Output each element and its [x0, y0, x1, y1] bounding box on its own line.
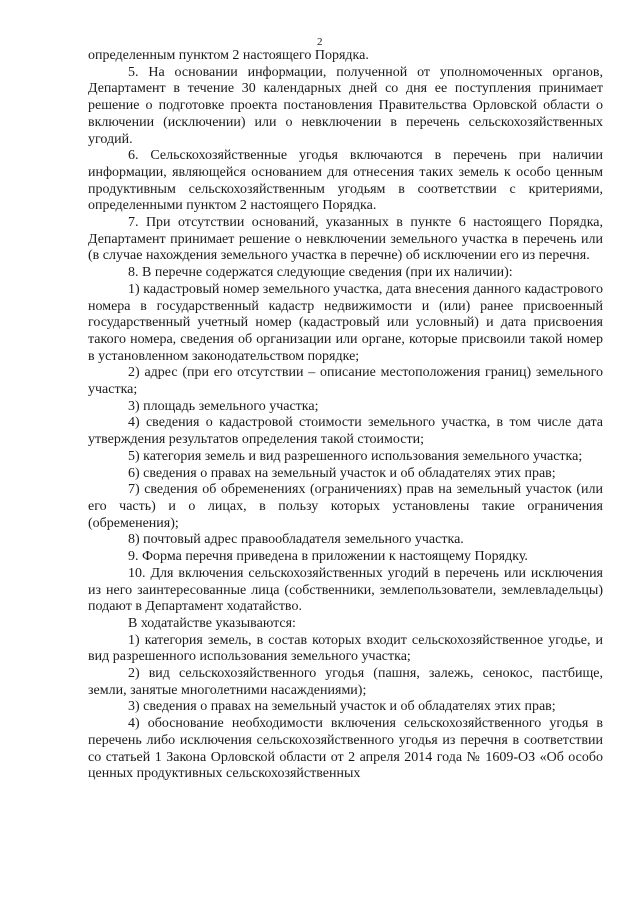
paragraph-item-8: 8. В перечне содержатся следующие сведения (при их наличии): [128, 265, 513, 281]
paragraph-item-10: 10. Для включения сельскохозяйственных угодий в перечень или исключения из него заинтересованные лица (собственники, землепользователи, землевладельцы) подают в Департамент ходатайство. [88, 565, 603, 615]
petition-item-3: 3) сведения о правах на земельный участок и об обладателях этих прав; [128, 699, 556, 715]
list-item-8-8: 8) почтовый адрес правообладателя земельного участка. [128, 532, 464, 548]
list-item-8-2: 2) адрес (при его отсутствии – описание местоположения границ) земельного участка; [88, 365, 603, 398]
list-item-8-1: 1) кадастровый номер земельного участка, дата внесения данного кадастрового номера в государственный кадастр недвижимости и (или) ранее присвоенный государственный учетный номер (кадастровый или условный) и дата присвоения такого номера, сведения об организации или органе, которые присвоили такой номер в установленном законодательством порядке; [88, 281, 603, 364]
paragraph-item-5: 5. На основании информации, полученной от уполномоченных органов, Департамент в течение 30 календарных дней со дня ее поступления принимает решение о подготовке проекта постановления Правительства Орловской области о включении (исключении) или о невключении в перечень сельскохозяйственных угодий. [88, 64, 603, 147]
petition-item-2: 2) вид сельскохозяйственного угодья (пашня, залежь, сенокос, пастбище, земли, занятые многолетними насаждениями); [88, 666, 603, 698]
list-item-8-5: 5) категория земель и вид разрешенного использования земельного участка; [128, 448, 583, 464]
page-number: 2 [317, 36, 323, 48]
paragraph-item-7: 7. При отсутствии оснований, указанных в пункте 6 настоящего Порядка, Департамент принимает решение о невключении земельного участка в перечень или (в случае нахождения земельного участка в перечне) об исключении его из перечня. [88, 215, 603, 264]
petition-intro: В ходатайстве указываются: [128, 615, 296, 631]
paragraph-item-9: 9. Форма перечня приведена в приложении к настоящему Порядку. [128, 549, 528, 565]
paragraph-continuation: определенным пунктом 2 настоящего Порядка. [88, 48, 369, 63]
list-item-8-4: 4) сведения о кадастровой стоимости земельного участка, в том числе дата утверждения результатов определения такой стоимости; [88, 415, 603, 448]
list-item-8-3: 3) площадь земельного участка; [128, 398, 319, 414]
paragraph-item-6: 6. Сельскохозяйственные угодья включаются в перечень при наличии информации, являющейся основанием для отнесения таких земель к особо ценным продуктивным сельскохозяйственным угодьям в соответствии с критериями, определенными пунктом 2 настоящего Порядка. [88, 148, 603, 214]
document-body [88, 48, 603, 783]
list-item-8-7: 7) сведения об обременениях (ограничениях) прав на земельный участок (или его часть) и о лицах, в пользу которых установлены такие ограничения (обременения); [88, 482, 603, 531]
petition-item-4: 4) обоснование необходимости включения сельскохозяйственного угодья в перечень либо исключения сельскохозяйственного угодья из перечня в соответствии со статьей 1 Закона Орловской области от 2 апреля 2014 года № 1609-ОЗ «Об особо ценных продуктивных сельскохозяйственных [88, 716, 603, 782]
petition-item-1: 1) категория земель, в состав которых входит сельскохозяйственное угодье, и вид разрешенного использования земельного участка; [88, 632, 603, 665]
list-item-8-6: 6) сведения о правах на земельный участок и об обладателях этих прав; [128, 465, 556, 481]
